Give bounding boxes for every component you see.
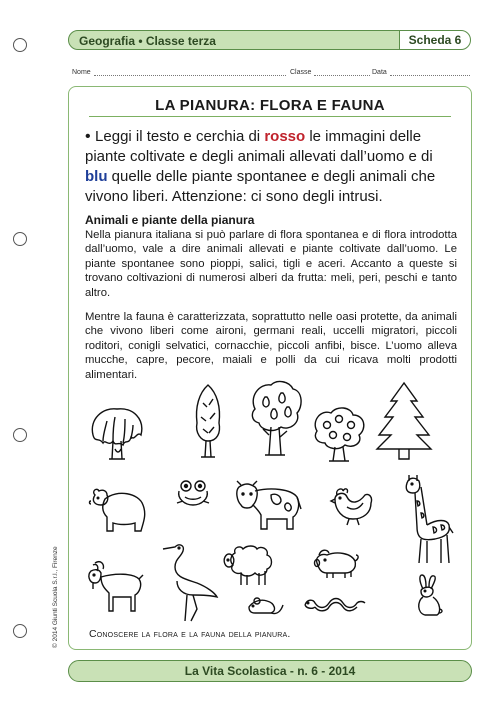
copyright-notice: © 2014 Giunti Scuola S.r.l., Firenze — [52, 546, 59, 648]
bullet-icon: • — [85, 128, 96, 145]
sheet-number: Scheda 6 — [399, 30, 471, 50]
mouse-icon[interactable] — [247, 593, 285, 617]
instructions — [85, 127, 457, 207]
class-field[interactable] — [290, 68, 370, 76]
name-label: Nome — [72, 69, 91, 76]
class-label: Classe — [290, 69, 312, 76]
goat-icon[interactable] — [85, 559, 145, 615]
instructions-part2: le immagini delle piante coltivate e degli animali allevati dall’uomo e di — [85, 128, 433, 165]
title-underline — [89, 116, 451, 117]
page-title: LA PIANURA: FLORA E FAUNA — [155, 97, 385, 114]
heron-icon[interactable] — [161, 539, 219, 623]
paragraph-flora: Nella pianura italiana si può parlare di flora spontanea e di flora introdotta dall’uomo, vale a dire animali allevati e piante coltivate dall’uomo. Le piante spontanee sono pioppi, salici, tigli e aceri. Accanto a queste si trovano coltivazioni di numerosi alberi da frutta: meli, peri, peschi e tanto altro. — [85, 229, 457, 299]
fir-tree-icon[interactable] — [373, 381, 435, 461]
pig-icon[interactable] — [313, 545, 359, 579]
red-word: rosso — [264, 128, 306, 145]
instructions-part1: Leggi il testo e cerchia di — [95, 128, 265, 145]
pear-tree-icon[interactable] — [247, 379, 303, 459]
binder-hole-4 — [13, 624, 27, 638]
section-title: Animali e piante della pianura — [85, 213, 255, 227]
rabbit-icon[interactable] — [413, 573, 443, 617]
binder-hole-1 — [13, 38, 27, 52]
worksheet-header — [68, 30, 471, 52]
paragraph-fauna: Mentre la fauna è caratterizzata, soprattutto nelle oasi protette, da animali che vivono liberi come aironi, germani reali, uccelli migratori, piccoli roditori, conigli selvatici, cornacchie, piccoli anfibi, bisce. L’uomo alleva mucche, capre, pecore, maiali e polli da cui ricava molti prodotti alimentari. — [85, 311, 457, 381]
worksheet-frame — [68, 86, 472, 650]
snake-icon[interactable] — [303, 595, 367, 613]
hen-icon[interactable] — [329, 485, 375, 527]
frog-icon[interactable] — [175, 479, 211, 507]
binder-hole-2 — [13, 232, 27, 246]
cow-icon[interactable] — [231, 479, 303, 533]
poplar-icon[interactable] — [187, 383, 229, 459]
subject-label: Geografia • Classe terza — [79, 34, 216, 48]
binder-hole-3 — [13, 428, 27, 442]
date-field[interactable] — [372, 68, 470, 76]
sheep-icon[interactable] — [221, 543, 275, 587]
footer-bar: La Vita Scolastica - n. 6 - 2014 — [68, 660, 472, 682]
apple-tree-icon[interactable] — [309, 403, 369, 463]
willow-icon[interactable] — [85, 401, 149, 465]
bear-icon[interactable] — [85, 485, 149, 537]
instructions-part3: quelle delle piante spontanee e degli animali che vivono liberi. Attenzione: ci sono degli intrusi. — [85, 168, 436, 205]
date-label: Data — [372, 69, 387, 76]
giraffe-icon[interactable] — [403, 471, 455, 567]
name-field[interactable] — [72, 68, 286, 76]
caption: Conoscere la flora e la fauna della pianura. — [89, 628, 291, 640]
blue-word: blu — [85, 168, 108, 185]
header-subject-bar — [68, 30, 408, 50]
